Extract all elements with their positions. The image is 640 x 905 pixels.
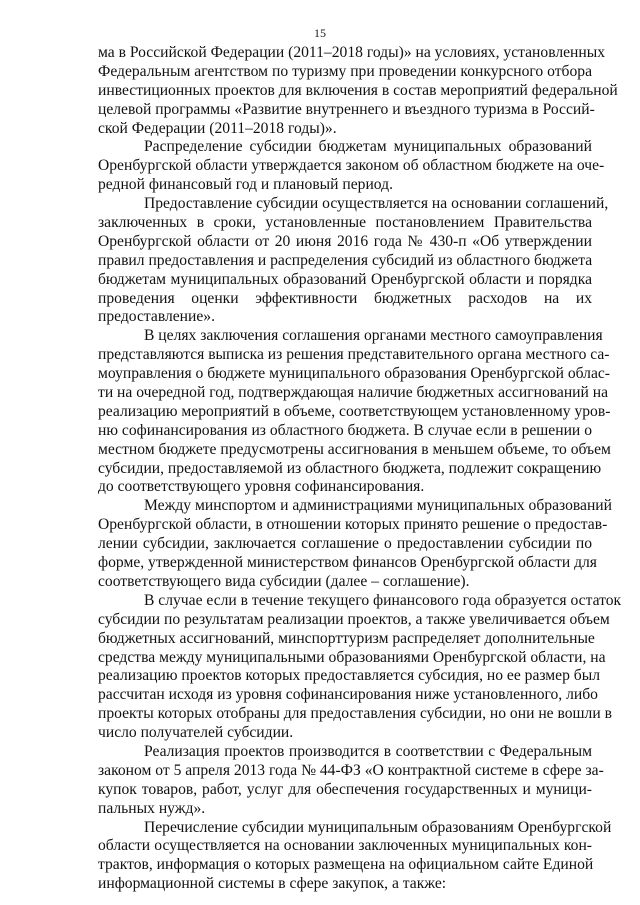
text-line: редной финансовый год и плановый период. bbox=[98, 176, 393, 194]
text-line: Оренбургской области, в отношении которых принято решение о предостав- bbox=[98, 516, 608, 534]
text-line: реализацию мероприятий в объеме, соответствующем установленному уров- bbox=[98, 402, 611, 420]
text-line: рассчитан исходя из уровня софинансирования ниже установленного, либо bbox=[98, 686, 598, 704]
text-line: проведения оценки эффективности бюджетных расходов на их bbox=[98, 289, 592, 307]
text-line: до соответствующего уровня софинансирования. bbox=[98, 478, 425, 496]
text-line: Между минспортом и администрациями муниципальных образований bbox=[144, 497, 612, 515]
text-line: моуправления о бюджете муниципального образования Оренбургской облас- bbox=[98, 365, 610, 383]
text-line: заключенных в сроки, установленные постановлением Правительства bbox=[98, 214, 592, 232]
text-line: Федеральным агентством по туризму при проведении конкурсного отбора bbox=[98, 62, 592, 80]
text-line: местном бюджете предусмотрены ассигнования в меньшем объеме, то объем bbox=[98, 440, 611, 458]
text-line: купок товаров, работ, услуг для обеспечения государственных и муници- bbox=[98, 780, 592, 798]
text-line: пальных нужд». bbox=[98, 799, 206, 817]
text-line: число получателей субсидии. bbox=[98, 724, 294, 742]
text-line: Распределение субсидии бюджетам муниципальных образований bbox=[144, 138, 592, 156]
text-line: субсидии по результатам реализации проектов, а также увеличивается объем bbox=[98, 610, 610, 628]
text-line: ма в Российской Федерации (2011–2018 годы)» на условиях, установленных bbox=[98, 44, 606, 61]
text-line: бюджетных ассигнований, минспорттуризм распределяет дополнительные bbox=[98, 629, 595, 647]
text-line: предоставление». bbox=[98, 308, 215, 326]
text-line: представляются выписка из решения представительного органа местного са- bbox=[98, 346, 610, 364]
text-line: информационной системы в сфере закупок, а также: bbox=[98, 875, 447, 893]
text-line: Оренбургской области утверждается законом об областном бюджете на оче- bbox=[98, 157, 605, 175]
text-line: бюджетам муниципальных образований Оренбургской области и порядка bbox=[98, 270, 592, 288]
text-line: В целях заключения соглашения органами местного самоуправления bbox=[144, 327, 603, 345]
text-line: В случае если в течение текущего финансового года образуется остаток bbox=[144, 591, 622, 609]
page-number: 15 bbox=[314, 26, 326, 40]
body-text bbox=[98, 44, 622, 894]
text-line: законом от 5 апреля 2013 года № 44-ФЗ «О контрактной системе в сфере за- bbox=[98, 761, 604, 779]
text-line: субсидии, предоставляемой из областного бюджета, подлежит сокращению bbox=[98, 459, 602, 477]
text-line: ти на очередной год, подтверждающая наличие бюджетных ассигнований на bbox=[98, 384, 609, 402]
text-line: реализацию проектов которых предоставляется субсидия, но ее размер был bbox=[98, 667, 600, 685]
text-line: ню софинансирования из областного бюджета. В случае если в решении о bbox=[98, 421, 592, 439]
text-line: области осуществляется на основании заключенных муниципальных кон- bbox=[98, 837, 592, 855]
text-line: трактов, информация о которых размещена на официальном сайте Единой bbox=[98, 856, 594, 874]
text-line: Предоставление субсидии осуществляется на основании соглашений, bbox=[144, 195, 609, 213]
text-line: целевой программы «Развитие внутреннего и въездного туризма в Россий- bbox=[98, 100, 595, 118]
text-line: инвестиционных проектов для включения в состав мероприятий федеральной bbox=[98, 81, 618, 99]
text-line: Реализация проектов производится в соответствии с Федеральным bbox=[144, 742, 592, 760]
text-line: лении субсидии, заключается соглашение о предоставлении субсидии по bbox=[98, 535, 592, 553]
text-line: ской Федерации (2011–2018 годы)». bbox=[98, 119, 337, 137]
text-line: Оренбургской области от 20 июня 2016 года № 430-п «Об утверждении bbox=[98, 232, 592, 250]
text-line: правил предоставления и распределения субсидий из областного бюджета bbox=[98, 251, 593, 269]
text-line: соответствующего вида субсидии (далее – соглашение). bbox=[98, 572, 470, 590]
text-line: Перечисление субсидии муниципальным образованиям Оренбургской bbox=[144, 818, 612, 836]
text-line: проекты которых отобраны для предоставления субсидии, но они не вошли в bbox=[98, 705, 612, 723]
text-line: средства между муниципальными образованиями Оренбургской области, на bbox=[98, 648, 606, 666]
text-line: форме, утвержденной министерством финансов Оренбургской области для bbox=[98, 554, 597, 572]
